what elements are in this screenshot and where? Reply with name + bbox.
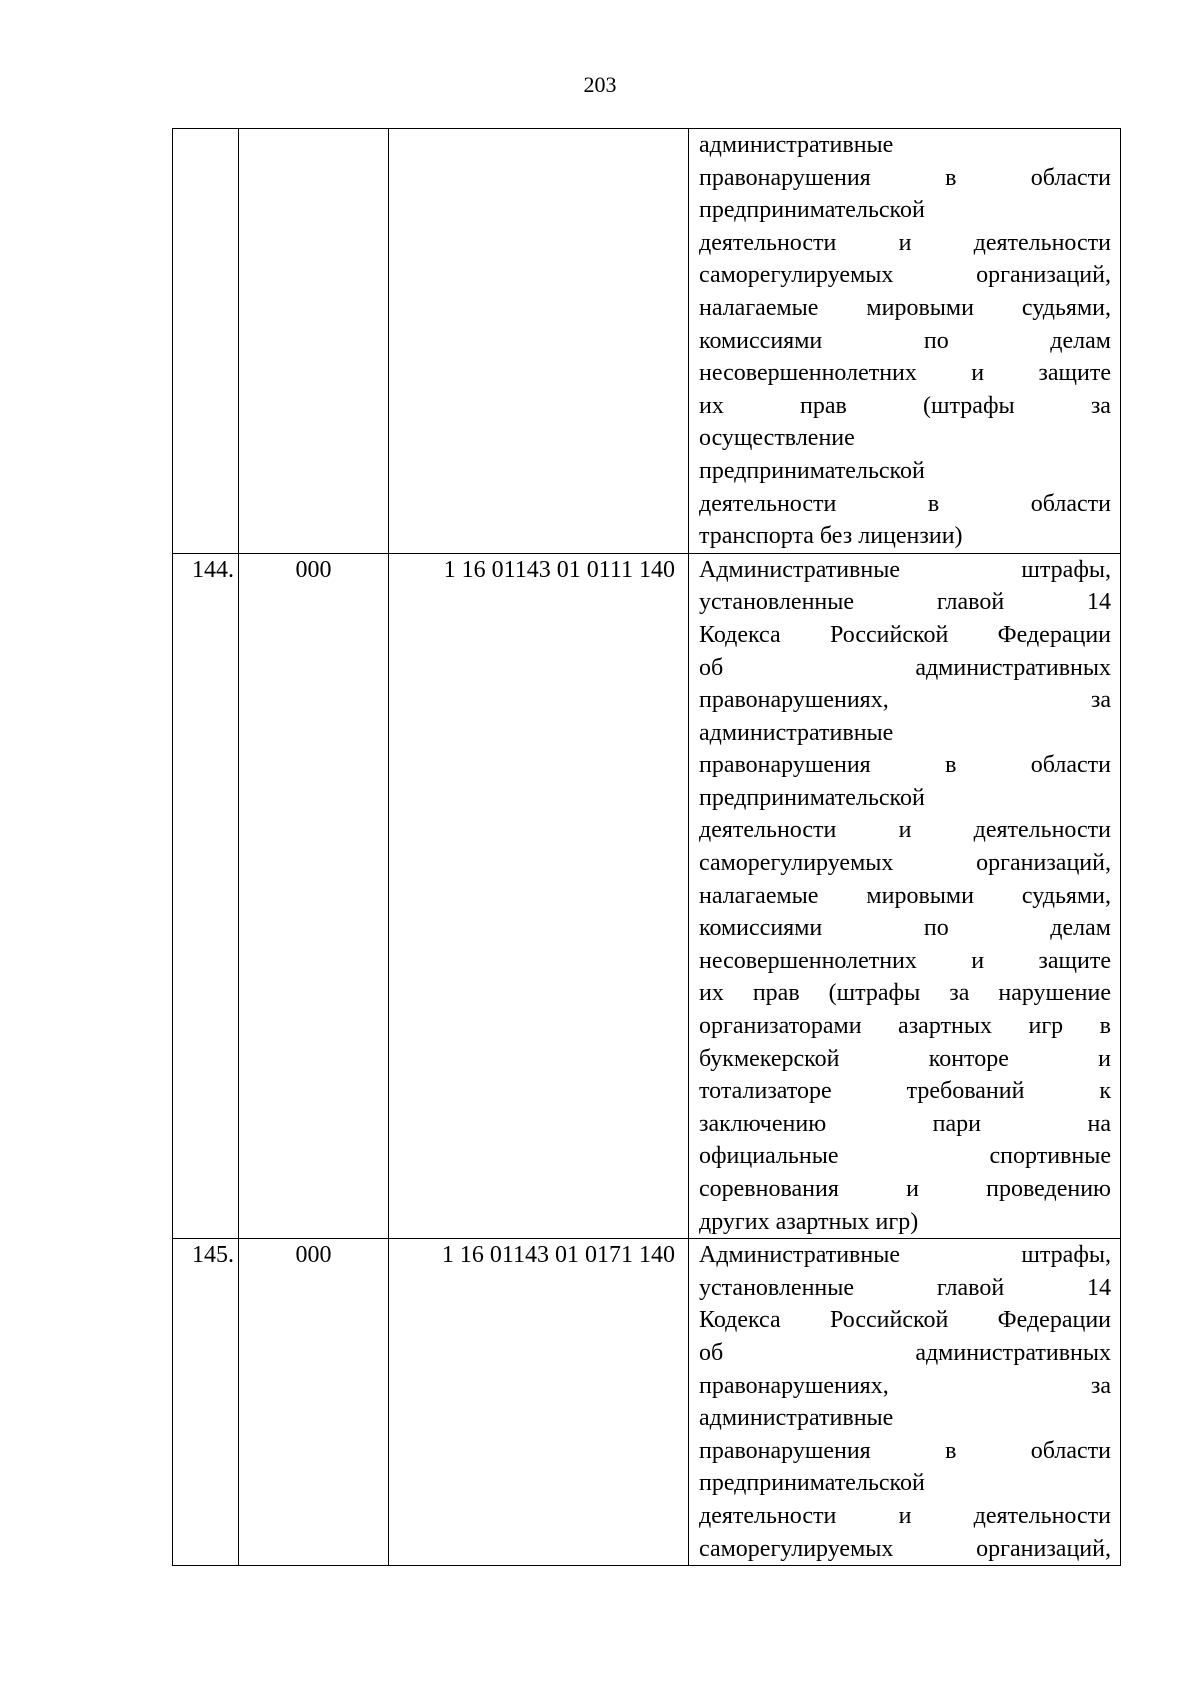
description-line: предпринимательской	[699, 197, 925, 224]
description-line: установленные главой 14	[699, 589, 1111, 616]
description-line: комиссиями по делам	[699, 915, 1111, 942]
row-number-cell	[173, 129, 239, 554]
description-line: несовершеннолетних и защите	[699, 360, 1111, 387]
description-line: официальные спортивные	[699, 1143, 1111, 1170]
description-line: комиссиями по делам	[699, 327, 1111, 354]
description-line: правонарушения в области	[699, 752, 1111, 779]
description-line: административные	[699, 1405, 894, 1432]
description-line: их прав (штрафы за нарушение	[699, 980, 1111, 1007]
table-row	[173, 1239, 1121, 1566]
budget-classification-code-cell: 1 16 01143 01 0171 140	[389, 1239, 689, 1566]
description-line: саморегулируемых организаций,	[699, 850, 1111, 877]
description-line: осуществление	[699, 425, 855, 452]
description-line: предпринимательской	[699, 784, 925, 811]
description-line: предпринимательской	[699, 457, 925, 484]
income-description-cell	[689, 1239, 1121, 1566]
description-line: Административные штрафы,	[699, 556, 1111, 583]
description-line: предпринимательской	[699, 1470, 925, 1497]
income-description-cell	[689, 129, 1121, 554]
admin-code-cell	[239, 129, 389, 554]
row-number-cell: 145.	[173, 1239, 239, 1566]
description-line: организаторами азартных игр в	[699, 1013, 1111, 1040]
description-line: административные	[699, 719, 894, 746]
description-line: налагаемые мировыми судьями,	[699, 294, 1111, 321]
description-line: транспорта без лицензии)	[699, 523, 963, 550]
description-line: Кодекса Российской Федерации	[699, 621, 1111, 648]
description-line: Административные штрафы,	[699, 1242, 1111, 1269]
description-line: их прав (штрафы за	[699, 392, 1111, 419]
budget-classification-code-cell: 1 16 01143 01 0111 140	[389, 553, 689, 1238]
description-line: правонарушениях, за	[699, 1372, 1111, 1399]
admin-code-cell: 000	[239, 1239, 389, 1566]
description-line: об административных	[699, 1339, 1111, 1366]
description-line: букмекерской конторе и	[699, 1045, 1111, 1072]
description-line: Кодекса Российской Федерации	[699, 1307, 1111, 1334]
table-row	[173, 129, 1121, 554]
page-number: 203	[583, 72, 617, 97]
description-line: деятельности и деятельности	[699, 229, 1111, 256]
description-line: саморегулируемых организаций,	[699, 262, 1111, 289]
admin-code-cell: 000	[239, 553, 389, 1238]
description-line: соревнования и проведению	[699, 1176, 1111, 1202]
table-body	[173, 129, 1121, 1566]
description-line: заключению пари на	[699, 1110, 1111, 1137]
description-line: об административных	[699, 654, 1111, 681]
description-line: правонарушения в области	[699, 1437, 1111, 1464]
description-line: деятельности в области	[699, 490, 1111, 517]
description-line: деятельности и деятельности	[699, 817, 1111, 844]
description-line: деятельности и деятельности	[699, 1502, 1111, 1529]
income-description-cell	[689, 553, 1121, 1238]
description-line: саморегулируемых организаций,	[699, 1535, 1111, 1562]
description-line: несовершеннолетних и защите	[699, 947, 1111, 974]
description-line: административные	[699, 132, 894, 158]
description-line: налагаемые мировыми судьями,	[699, 882, 1111, 909]
description-line: тотализаторе требований к	[699, 1078, 1111, 1105]
table-row	[173, 553, 1121, 1238]
budget-classification-code-cell	[389, 129, 689, 554]
row-number-cell: 144.	[173, 553, 239, 1238]
description-line: правонарушения в области	[699, 164, 1111, 191]
description-line: других азартных игр)	[699, 1208, 919, 1235]
budget-code-table	[172, 128, 1121, 1566]
description-line: правонарушениях, за	[699, 687, 1111, 714]
description-line: установленные главой 14	[699, 1274, 1111, 1301]
